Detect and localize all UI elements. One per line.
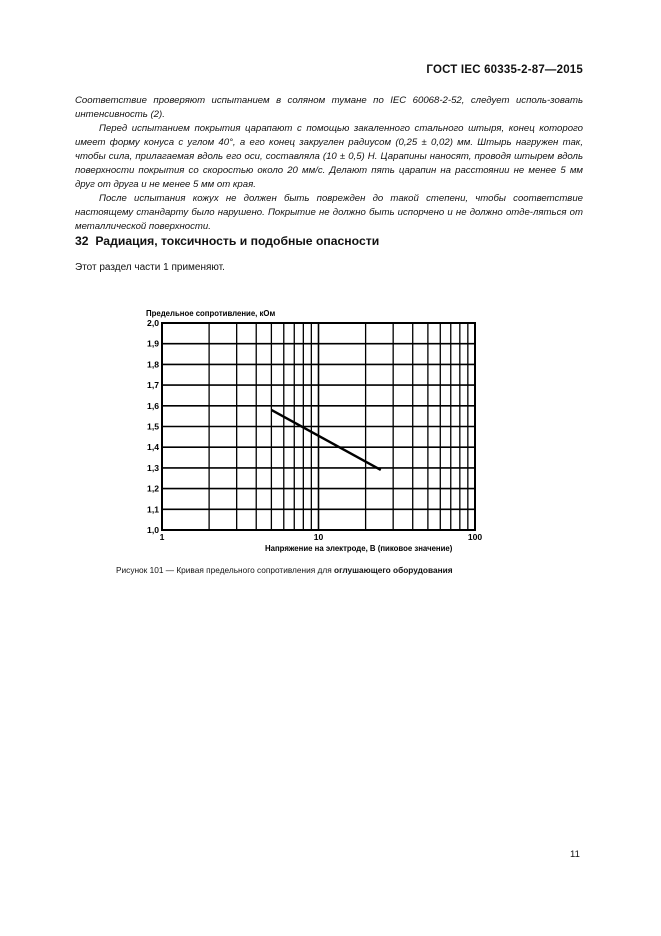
- chart-series: [271, 410, 380, 470]
- paragraph-2: Перед испытанием покрытия царапают с помощью закаленного стального штыря, конец которого имеет форму конуса с углом 40°, а его конец закруглен радиусом (0,25 ± 0,02) мм. Штырь нагружен так, чтобы сила, прилагаемая вдоль его оси, составляла (10 ± 0,5) Н. Царапины наносят, проводя штырем вдоль поверхности покрытия со скоростью около 20 мм/с. Делают пять царапин на расстоянии не менее 5 мм друг от друга и не менее 5 мм от края.: [75, 123, 583, 190]
- y-tick-label: 1,0: [147, 525, 159, 535]
- y-tick-label: 1,6: [147, 400, 159, 411]
- y-tick-label: 1,4: [147, 442, 159, 453]
- figure-caption: [116, 565, 453, 575]
- chart-ticks: [147, 318, 482, 542]
- x-tick-label: 100: [467, 532, 483, 542]
- y-tick-label: 1,1: [147, 504, 159, 515]
- caption-bold: оглушающего оборудования: [334, 565, 453, 575]
- document-header: ГОСТ IEC 60335-2-87—2015: [426, 64, 583, 76]
- page-number: 11: [570, 849, 580, 860]
- chart-grid: [162, 323, 475, 530]
- y-tick-label: 1,8: [147, 359, 159, 370]
- y-tick-label: 1,5: [147, 421, 159, 432]
- section-number: 32: [75, 234, 89, 248]
- paragraph-1: Соответствие проверяют испытанием в соляном тумане по IEC 60068-2-52, следует исполь-зовать интенсивность (2).: [75, 95, 583, 120]
- section-title: Радиация, токсичность и подобные опасности: [95, 234, 380, 248]
- y-tick-label: 2,0: [147, 318, 159, 328]
- section-text: Этот раздел части 1 применяют.: [75, 262, 225, 273]
- x-tick-label: 1: [159, 532, 165, 542]
- x-axis-label: Напряжение на электроде, В (пиковое значение): [265, 544, 453, 553]
- caption-prefix: Рисунок 101 — Кривая предельного сопротивления для: [116, 565, 334, 575]
- series-line: [271, 410, 380, 470]
- paragraph-3: После испытания кожух не должен быть поврежден до такой степени, чтобы соответствие настоящему стандарту было нарушено. Покрытие не должно быть испорчено и не должно отде-ляться от металлической поверхности.: [75, 193, 583, 232]
- y-axis-label: Предельное сопротивление, кОм: [146, 309, 276, 318]
- x-tick-label: 10: [313, 532, 324, 542]
- y-tick-label: 1,2: [147, 483, 159, 494]
- y-tick-label: 1,7: [147, 380, 159, 391]
- y-tick-label: 1,3: [147, 462, 159, 473]
- y-tick-label: 1,9: [147, 338, 159, 349]
